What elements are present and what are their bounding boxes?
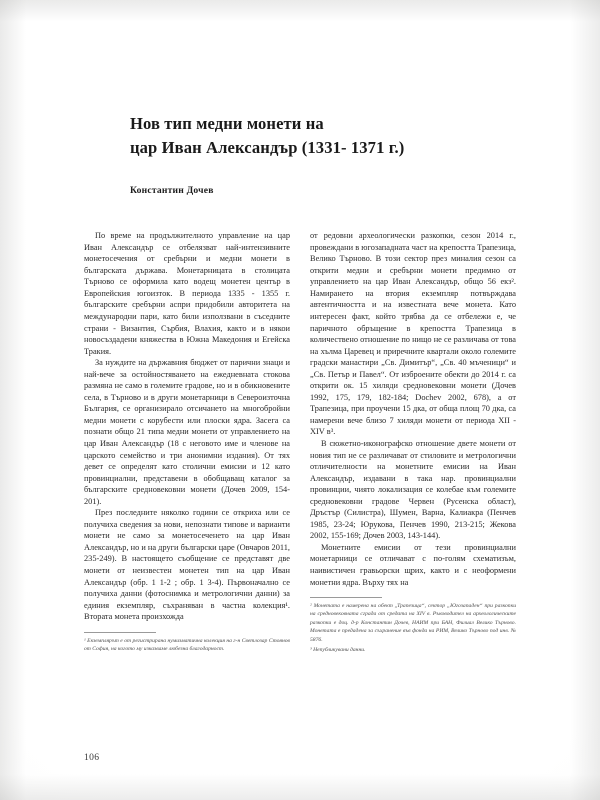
footnote-separator	[310, 597, 382, 598]
left-footnotes	[84, 637, 290, 654]
scan-edge-top	[0, 0, 600, 22]
right-column	[310, 230, 516, 656]
title-line-1: Нов тип медни монети на	[130, 114, 324, 133]
paragraph: Монетните емисии от тези провинциални монетарници се отличават с по-голям схематизъм, наивистичен гравьорски щрих, както и с неоформени монетни ядра. Върху тях на	[310, 542, 516, 587]
article-header	[84, 112, 516, 196]
body-columns	[84, 230, 516, 656]
paragraph: от редовни археологически разкопки, сезон 2014 г., провеждани в югозападната част на крепостта Трапезица, Велико Търново. В този сектор през миналия сезон са открити медни и сребърни монети предимно от управлението на цар Иван Александър, общо 56 екз². Намирането на втория екземпляр потвърждава автентичността и на известната вече монета. Като интересен факт, който трябва да се отбележи е, че паричното обръщение в крепостта Трапезица в количествено отношение по нищо не се различава от това на хълма Царевец и приречните квартали около големите градски манастири „Св. Димитър“, „Св. 40 мъченици“ и „Св. Петър и Павел“. От изброените обекти до 2014 г. са открити ок. 15 хиляди средновековни монети (Дочев 1992, 175, 179, 182-184; Dochev 2002, 678), а от Трапезица, при проучени 15 дка, от обща площ 70 дка, са намерени вече близо 7 хиляди монети от периода XII - XIV в³.	[310, 231, 516, 437]
scan-edge-right	[570, 0, 600, 800]
right-footnotes	[310, 602, 516, 654]
author-byline: Константин Дочев	[130, 185, 214, 197]
page-title	[130, 112, 516, 159]
footnote-item: ¹ Екземплярът е от регистрирана нумизматична колекция на г-н Светлозар Стоянов от София, на когото му изказваме любезна благодарност.	[84, 637, 290, 653]
title-line-2: цар Иван Александър (1331- 1371 г.)	[130, 137, 405, 157]
left-column	[84, 230, 290, 656]
page-text-block	[84, 112, 516, 656]
footnote-item: ³ Непубликувани данни.	[310, 647, 366, 654]
paragraph: През последните няколко години се откриха или се получиха сведения за нови, непознати типове и варианти монети не само за монетосеченето на цар Иван Александър, но и на други български царе (Овчаров 2011, 235-249). В настоящето съобщение се представят две монети от неизвестен монетен тип на цар Иван Александър (обр. 1 1-2 ; обр. 1 3-4). Първоначално се получиха данни (фотоснимка и метрологични данни) за единия екземпляр, съхраняван в частна колекция¹. Втората монета произхожда	[84, 508, 291, 622]
footnote-item: ² Монетата е намерена на обект „Трапезица“, сектор „Югозападен“ при разкопки на средновековната сграда от средата на XIV в. Ръководител на археологическите разкопки е доц. д-р Константин Дочев, НАИМ при БАН, Филиал Велико Търново. Монетата е предадена за съхранение във фонда на РИМ, Велико Търново под инв. № 5876.	[310, 603, 516, 643]
scan-edge-left	[0, 0, 26, 800]
scan-edge-bottom	[0, 774, 600, 800]
page-number: 106	[84, 752, 100, 763]
footnote-separator	[84, 632, 156, 633]
paragraph: За нуждите на държавния бюджет от парични знаци и най-вече за остойностяването на ежедневната стокова размяна не само в големите градове, но и в обикновените села, в Търново и в други монетарници в Североизточна България, се организирало отсичането на многобройни медни монети с корубести или плоски ядра. Засега са познати общо 21 типа медни монети от управлението на цар Иван Александър (18 с неговото име и членове на царското семейство и три анонимни издания). От тях девет се определят като столични емисии и 12 като провинциални, представени в обобщаващ каталог за българските средновековни монети (Дочев 2009, 154-201).	[84, 358, 290, 506]
paragraph: В сюжетно-иконографско отношение двете монети от новия тип не се различават от стиловите и метрологични отличителности на монетните емисии на Иван Александър, издавани в така нар. провинциални провинции, чиято локализация се колебае към големите средновековни градове Червен (Русенска област), Дръстър (Силистра), Шумен, Варна, Калиакра (Пенчев 1985, 23-24; Юрукова, Пенчев 1990, 213-215; Жекова 2002, 155-169; Дочев 2003, 143-144).	[310, 438, 516, 541]
paragraph: По време на продължителното управление на цар Иван Александър се отбелязват най-интензивните монетосечения от сребърни и медни монети в българската държава. Монетарницата в столицата Търново се оформила като водещ монетен център в Европейския югоизток. В периода 1335 - 1355 г. българските сребърни аспри придобили авторитета на международни пари, като били използвани в съседните страни - Византия, Сърбия, Влахия, както и в някои новосъздадени княжества в Южна Македония и Егейска Тракия.	[84, 231, 290, 356]
